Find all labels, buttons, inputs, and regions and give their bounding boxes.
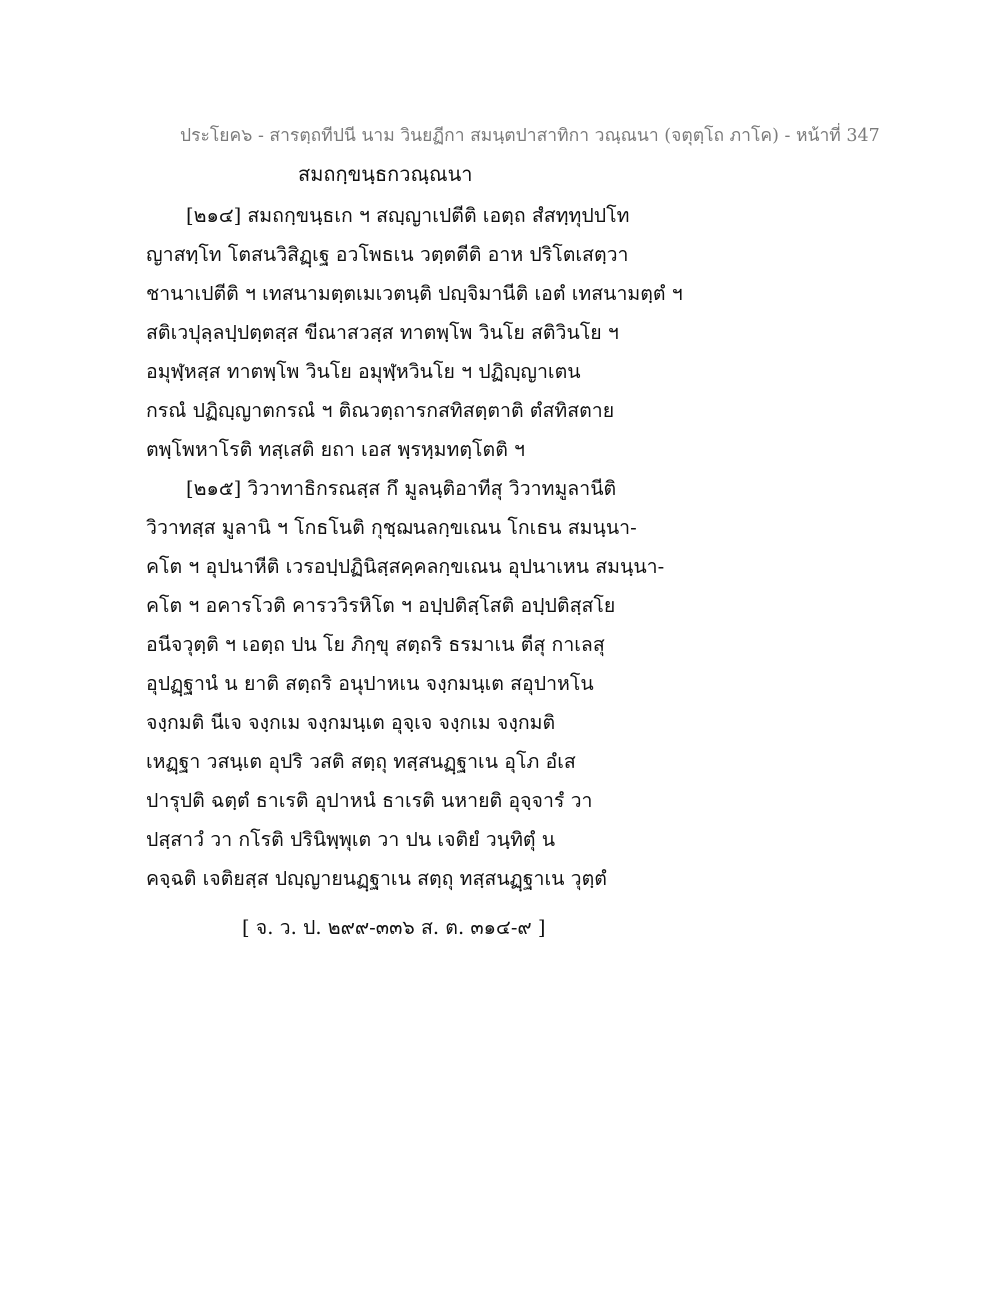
paragraph-line: จงฺกมติ นีเจ จงฺกเม จงฺกมนฺเต อุจฺเจ จงฺกเม จงฺกมติ <box>146 711 556 734</box>
paragraph-line: ชานาเปตีติ ฯ เทสนามตฺตเมเวตนฺติ ปญฺจิมานีติ เอตํ เทสนามตฺตํ ฯ <box>146 282 683 305</box>
paragraph-line: [๒๑๔] สมถกฺขนฺธเก ฯ สญฺญาเปตีติ เอตฺถ สํสทฺทุปปโท <box>186 204 630 227</box>
paragraph-line: ตพฺโพหาโรติ ทสฺเสติ ยถา เอส พฺรหฺมทตฺโตติ ฯ <box>146 438 526 461</box>
paragraph-line: สติเวปุลฺลปฺปตฺตสฺส ขีณาสวสฺส ทาตพฺโพ วินโย สติวินโย ฯ <box>146 321 619 344</box>
page-header: ประโยค๖ - สารตฺถทีปนี นาม วินยฏีกา สมนฺตปาสาทิกา วณฺณนา (จตุตฺโถ ภาโค) - หน้าที่ 347 <box>180 126 880 146</box>
paragraph-line: อนีจวุตฺติ ฯ เอตฺถ ปน โย ภิกฺขุ สตฺถริ ธรมาเน ตีสุ กาเลสุ <box>146 633 605 656</box>
paragraph-line: เหฏฺฐา วสนฺเต อุปริ วสติ สตฺถุ ทสฺสนฏฺฐาเน อุโภ อํเส <box>146 750 576 773</box>
paragraph-line: ปารุปติ ฉตฺตํ ธาเรติ อุปาหนํ ธาเรติ นหายติ อุจฺจารํ วา <box>146 789 593 812</box>
paragraph-line: กรณํ ปฏิญฺญาตกรณํ ฯ ติณวตฺถารกสทิสตฺตาติ ตํสทิสตาย <box>146 399 615 422</box>
body-text <box>146 196 706 898</box>
paragraph-line: ปสฺสาวํ วา กโรติ ปรินิพฺพุเต วา ปน เจติยํ วนฺทิตุํ น <box>146 828 556 851</box>
paragraph-line: คจฺฉติ เจติยสฺส ปญฺญายนฏฺฐาเน สตฺถุ ทสฺสนฏฺฐาเน วุตฺตํ <box>146 867 607 890</box>
paragraph-line: คโต ฯ อคารโวติ คารววิรหิโต ฯ อปฺปติสฺโสติ อปฺปติสฺสโย <box>146 594 616 617</box>
section-title: สมถกฺขนฺธกวณฺณนา <box>298 162 473 186</box>
paragraph-line: อมุฬฺหสฺส ทาตพฺโพ วินโย อมุฬฺหวินโย ฯ ปฏิญฺญาเตน <box>146 360 581 383</box>
paragraph-line: อุปฏฺฐานํ น ยาติ สตฺถริ อนุปาหเน จงฺกมนฺเต สอุปาหโน <box>146 672 594 695</box>
source-reference: [ จ. ว. ป. ๒๙๙-๓๓๖ ส. ต. ๓๑๔-๙ ] <box>242 916 546 939</box>
paragraph-line: ญาสทฺโท โตสนวิสิฏฺเฐ อวโพธเน วตฺตตีติ อาห ปริโตเสตฺวา <box>146 243 629 266</box>
paragraph-line: [๒๑๕] วิวาทาธิกรณสฺส กึ มูลนฺติอาทีสุ วิวาทมูลานีติ <box>186 477 617 500</box>
paragraph-line: วิวาทสฺส มูลานิ ฯ โกธโนติ กุชฺฌนลกฺขเณน โกเธน สมนฺนา- <box>146 516 637 539</box>
paragraph-line: คโต ฯ อุปนาหีติ เวรอปฺปฏินิสฺสคฺคลกฺขเณน อุปนาเหน สมนฺนา- <box>146 555 665 578</box>
